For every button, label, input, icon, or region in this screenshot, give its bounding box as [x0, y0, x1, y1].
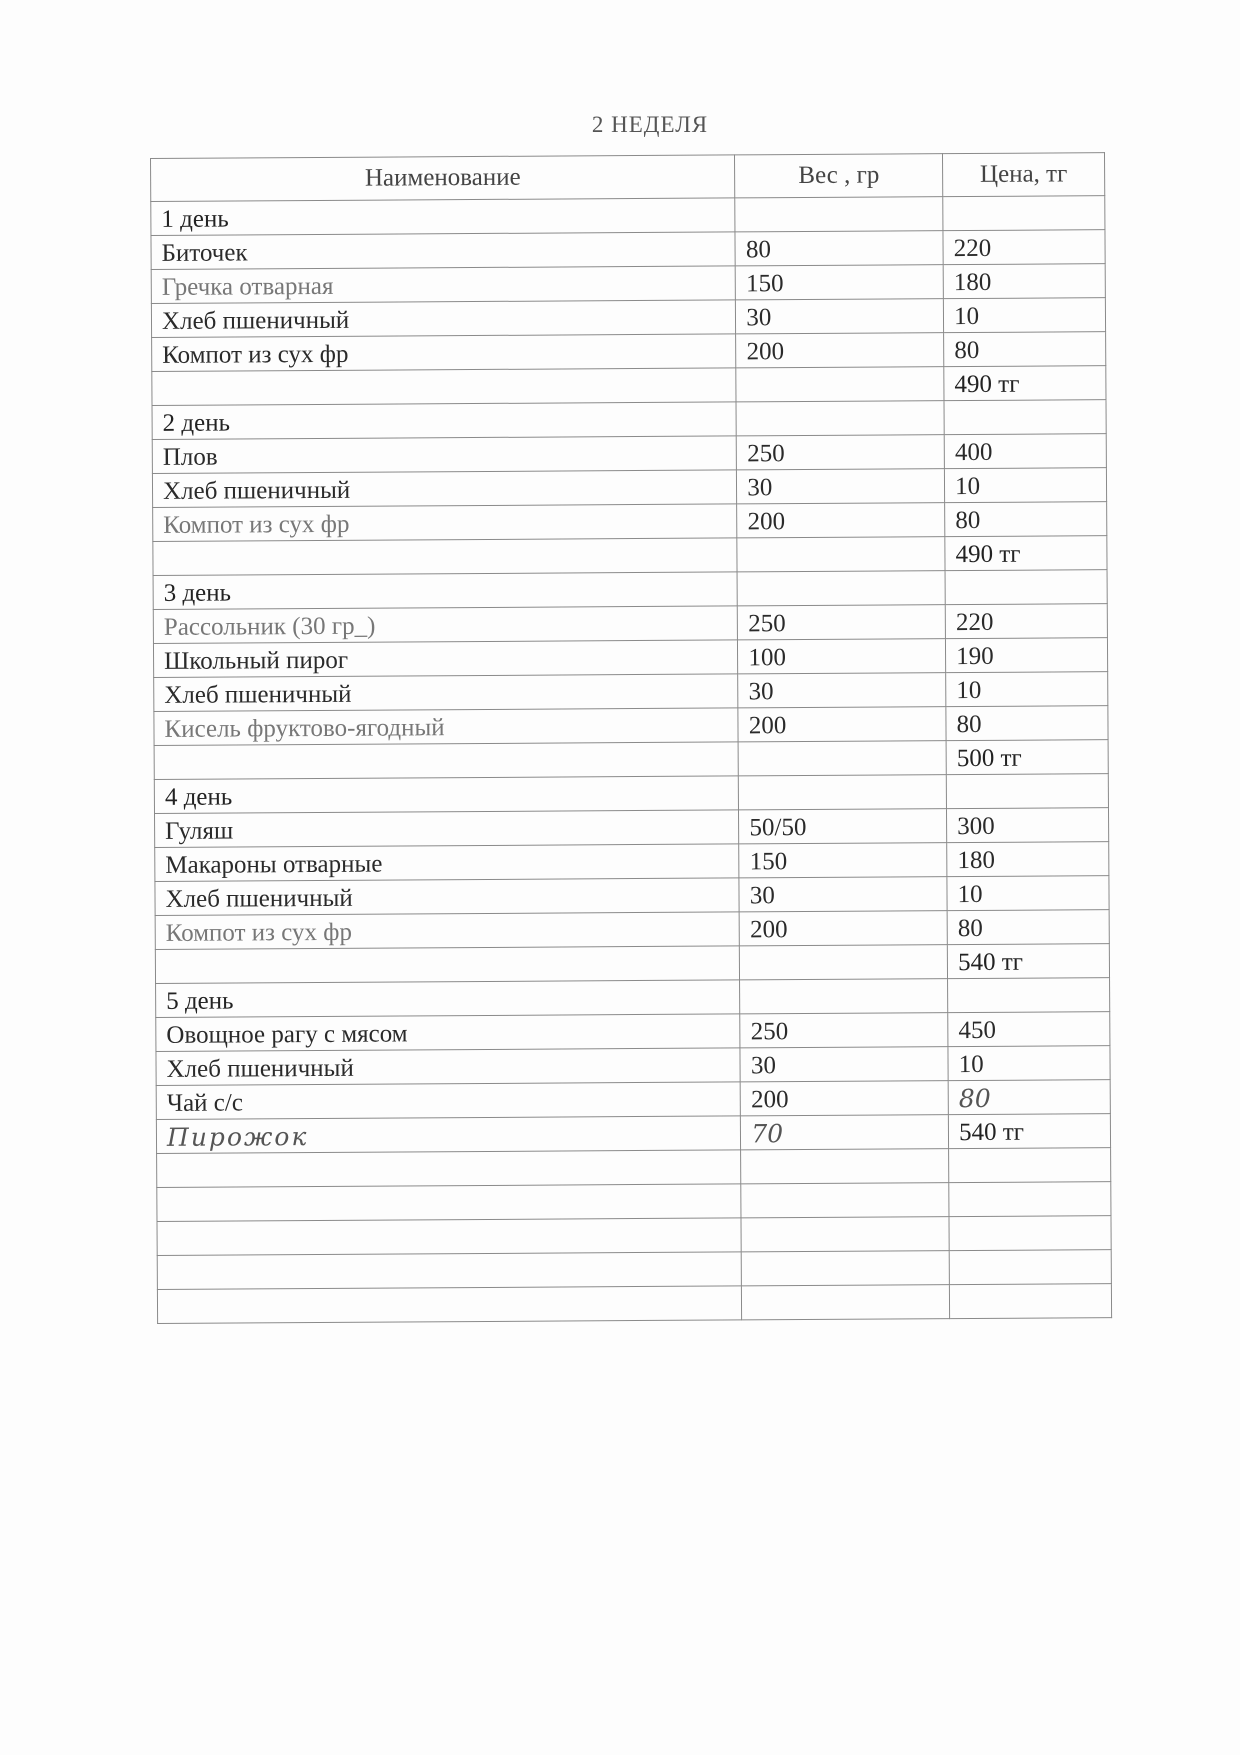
- handwritten-item-weight: 70: [741, 1115, 949, 1150]
- item-weight: 80: [735, 231, 943, 266]
- day-row: [153, 570, 1107, 610]
- handwritten-row: [156, 1114, 1110, 1154]
- item-name: Хлеб пшеничный: [152, 470, 737, 508]
- item-name: Биточек: [151, 232, 736, 270]
- item-name: Компот из сух фр: [152, 334, 737, 372]
- item-weight: 200: [741, 1081, 949, 1116]
- total-row: [152, 366, 1106, 406]
- item-price: 10: [946, 672, 1108, 707]
- header-row: [151, 153, 1105, 202]
- day-row: [151, 196, 1105, 236]
- empty-row: [157, 1148, 1111, 1188]
- table-row: [153, 502, 1107, 542]
- item-weight: 150: [736, 265, 944, 300]
- table-row: [154, 706, 1108, 746]
- table-row: [156, 1046, 1110, 1086]
- item-price: 10: [947, 876, 1109, 911]
- document-title: 2 НЕДЕЛЯ: [591, 112, 709, 137]
- item-price: 220: [943, 230, 1105, 265]
- item-price: 80: [944, 332, 1106, 367]
- empty-row: [157, 1216, 1111, 1256]
- table-row: [156, 1012, 1110, 1052]
- item-price: 80: [946, 706, 1108, 741]
- day-total: 490 тг: [945, 536, 1107, 571]
- table-row: [155, 876, 1109, 916]
- item-weight: 30: [740, 1047, 948, 1082]
- day-label: 2 день: [152, 402, 737, 440]
- table-row: [155, 910, 1109, 950]
- item-price: 80: [948, 1080, 1110, 1115]
- item-name: Компот из сух фр: [155, 912, 740, 950]
- item-name: Хлеб пшеничный: [155, 878, 740, 916]
- item-price: 190: [946, 638, 1108, 673]
- day-label: 5 день: [156, 980, 741, 1018]
- table-row: [151, 264, 1105, 304]
- empty-row: [157, 1182, 1111, 1222]
- total-row: [153, 536, 1107, 576]
- item-weight: 200: [737, 503, 945, 538]
- table-row: [152, 434, 1106, 474]
- item-price: 10: [948, 1046, 1110, 1081]
- item-name: Овощное рагу с мясом: [156, 1014, 741, 1052]
- day-row: [154, 774, 1108, 814]
- item-weight: 30: [737, 469, 945, 504]
- header-price: Цена, тг: [943, 153, 1105, 197]
- day-total: 540 тг: [947, 944, 1109, 979]
- day-total: 540 тг: [948, 1114, 1110, 1149]
- item-name: Хлеб пшеничный: [154, 674, 739, 712]
- total-row: [154, 740, 1108, 780]
- item-name: Гречка отварная: [151, 266, 736, 304]
- table-row: [151, 298, 1105, 338]
- item-weight: 150: [739, 843, 947, 878]
- menu-table: [150, 152, 1112, 1324]
- item-weight: 30: [738, 673, 946, 708]
- item-name: Школьный пирог: [153, 640, 738, 678]
- day-total: 500 тг: [946, 740, 1108, 775]
- total-row: [155, 944, 1109, 984]
- item-name: Чай с/с: [156, 1082, 741, 1120]
- day-row: [156, 978, 1110, 1018]
- item-price: 180: [943, 264, 1105, 299]
- table-row: [154, 672, 1108, 712]
- header-weight: Вес , гр: [735, 154, 943, 198]
- table-row: [152, 332, 1106, 372]
- item-price: 10: [943, 298, 1105, 333]
- item-name: Макароны отварные: [155, 844, 740, 882]
- item-name: Хлеб пшеничный: [151, 300, 736, 338]
- item-weight: 100: [738, 639, 946, 674]
- header-name: Наименование: [151, 155, 736, 202]
- item-weight: 200: [736, 333, 944, 368]
- item-weight: 200: [739, 911, 947, 946]
- item-price: 80: [945, 502, 1107, 537]
- table-row: [155, 842, 1109, 882]
- item-name: Кисель фруктово-ягодный: [154, 708, 739, 746]
- day-label: 4 день: [154, 776, 739, 814]
- table-row: [153, 604, 1107, 644]
- item-weight: 250: [737, 435, 945, 470]
- item-name: Компот из сух фр: [153, 504, 738, 542]
- handwritten-item-name: Пирожок: [156, 1116, 741, 1154]
- item-weight: 250: [738, 605, 946, 640]
- day-row: [152, 400, 1106, 440]
- item-name: Хлеб пшеничный: [156, 1048, 741, 1086]
- item-price: 180: [947, 842, 1109, 877]
- day-total: 490 тг: [944, 366, 1106, 401]
- item-name: Гуляш: [155, 810, 740, 848]
- item-price: 10: [945, 468, 1107, 503]
- item-price: 80: [947, 910, 1109, 945]
- item-name: Плов: [152, 436, 737, 474]
- item-price: 300: [947, 808, 1109, 843]
- item-weight: 250: [740, 1013, 948, 1048]
- table-row: [155, 808, 1109, 848]
- item-price: 450: [948, 1012, 1110, 1047]
- item-name: Рассольник (30 гр_): [153, 606, 738, 644]
- item-weight: 200: [738, 707, 946, 742]
- item-price: 400: [944, 434, 1106, 469]
- day-label: 1 день: [151, 198, 736, 236]
- item-price: 220: [945, 604, 1107, 639]
- day-label: 3 день: [153, 572, 738, 610]
- empty-row: [157, 1250, 1111, 1290]
- empty-row: [157, 1284, 1111, 1324]
- table-row: [152, 468, 1106, 508]
- table-row: [151, 230, 1105, 270]
- item-weight: 50/50: [739, 809, 947, 844]
- item-weight: 30: [736, 299, 944, 334]
- item-weight: 30: [739, 877, 947, 912]
- table-row: [156, 1080, 1110, 1120]
- table-row: [153, 638, 1107, 678]
